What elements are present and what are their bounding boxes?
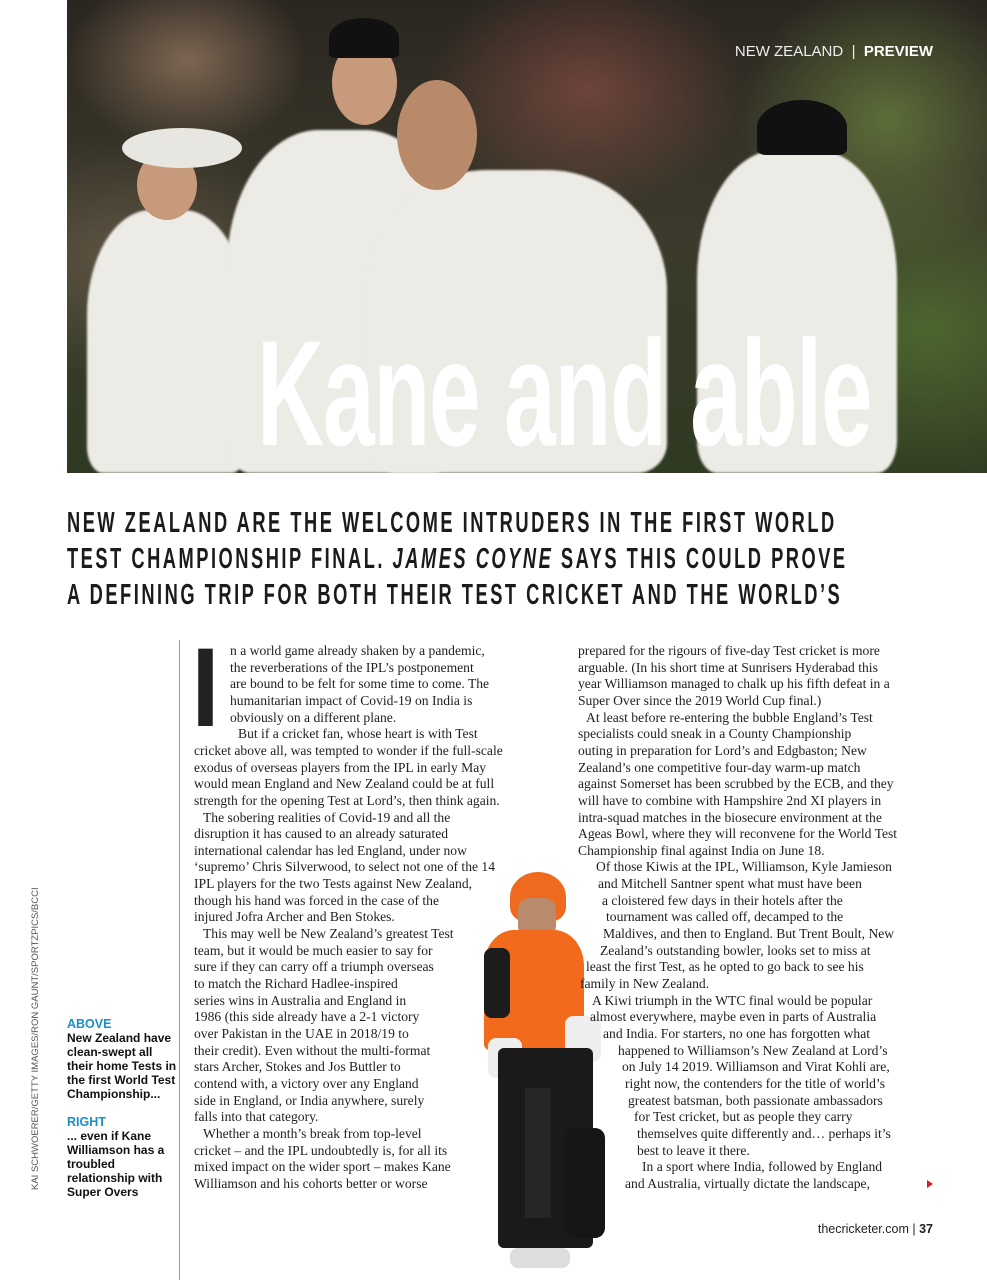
article-line: disruption it has caused to an already saturated: [194, 826, 449, 842]
caption-label: RIGHT: [67, 1115, 106, 1129]
article-line: to match the Richard Hadlee-inspired: [194, 976, 398, 991]
article-line: specialists could sneak in a County Championship: [578, 726, 852, 742]
player-cap: [329, 18, 399, 58]
article-line: Zealand’s outstanding bowler, looks set to miss at: [600, 942, 871, 958]
article-line: a cloistered few days in their hotels after the: [602, 892, 843, 908]
article-line: are bound to be felt for some time to come. The: [230, 676, 490, 692]
article-line: Ageas Bowl, where they will reconvene for the World Test: [578, 826, 898, 842]
article-line: strength for the opening Test at Lord’s, then think again.: [194, 792, 500, 808]
article-line: happened to Williamson’s New Zealand at Lord’s: [618, 1042, 888, 1058]
article-line: though his hand was forced in the case of the: [194, 892, 439, 908]
article-line: best to leave it there.: [637, 1142, 750, 1158]
article-line: international calendar has led England, under now: [194, 842, 467, 858]
captions: [67, 1017, 179, 1213]
pads: [565, 1128, 605, 1238]
article-line: stars Archer, Stokes and Jos Buttler to: [194, 1059, 401, 1075]
article-line: and Australia, virtually dictate the landscape,: [625, 1175, 870, 1191]
standfirst-text: TEST CHAMPIONSHIP FINAL.: [67, 543, 393, 575]
article-line: series wins in Australia and England in: [194, 992, 407, 1008]
page-footer: [818, 1222, 933, 1236]
article-line: side in England, or India anywhere, surely: [194, 1092, 425, 1108]
article-line: cricket above all, was tempted to wonder if the full-scale: [194, 742, 503, 758]
photo-credit: KAI SCHWOERER/GETTY IMAGES/RON GAUNT/SPORTZPICS/BCCI: [30, 887, 41, 1190]
article-line: contend with, a victory over any England: [194, 1075, 419, 1091]
article-line: for Test cricket, but as people they carry: [634, 1109, 853, 1125]
caption-text: ... even if Kane Williamson has a troubled relationship with Super Overs: [67, 1129, 165, 1199]
article-line: arguable. (In his short time at Sunrisers Hyderabad this: [578, 659, 878, 675]
article-line: almost everywhere, maybe even in parts of Australia: [590, 1009, 877, 1025]
author-name: JAMES COYNE: [392, 543, 554, 575]
column-divider: [179, 640, 180, 1280]
article-line: In a sport where India, followed by England: [642, 1159, 883, 1175]
article-line: Whether a month’s break from top-level: [203, 1125, 422, 1141]
article-line: themselves quite differently and… perhaps it’s: [637, 1125, 891, 1141]
article-line: right now, the contenders for the title of world’s: [625, 1075, 885, 1091]
article-line: injured Jofra Archer and Ben Stokes.: [194, 909, 395, 925]
article-line: falls into that category.: [194, 1109, 319, 1125]
article-line: outing in preparation for Lord’s and Edgbaston; New: [578, 742, 867, 758]
article-line: team, but it would be much easier to say for: [194, 942, 433, 958]
section-name: NEW ZEALAND: [734, 43, 844, 60]
article-line: sure if they can carry off a triumph overseas: [194, 959, 434, 975]
bat: [525, 1088, 551, 1218]
article-line: Zealand’s one competitive four-day warm-up match: [578, 759, 861, 775]
standfirst-line: [67, 541, 848, 577]
standfirst-text: NEW ZEALAND ARE THE WELCOME INTRUDERS IN THE FIRST WORLD: [67, 507, 837, 539]
article-line: n a world game already shaken by a pandemic,: [230, 643, 485, 658]
article-line: Of those Kiwis at the IPL, Williamson, Kyle Jamieson: [596, 859, 892, 875]
umpire-hat: [122, 128, 242, 168]
footer-separator: |: [912, 1222, 916, 1236]
williamson-head: [397, 80, 477, 190]
article-line: their credit). Even without the multi-format: [194, 1042, 431, 1058]
standfirst-line: [67, 505, 848, 541]
article-line: humanitarian impact of Covid-19 on India is: [230, 692, 473, 708]
article-line: ‘supremo’ Chris Silverwood, to select not one of the 14: [194, 859, 496, 875]
hero-photo: [67, 0, 987, 473]
standfirst-text: SAYS THIS COULD PROVE: [553, 543, 848, 575]
article-line: mixed impact on the wider sport – makes Kane: [194, 1159, 451, 1175]
section-category: PREVIEW: [863, 43, 933, 60]
article-line: year Williamson managed to chalk up his fifth defeat in a: [578, 676, 890, 692]
caption-label: ABOVE: [67, 1017, 112, 1031]
article-line: least the first Test, as he opted to go back to see his: [586, 959, 864, 975]
continue-arrow-icon: [927, 1180, 933, 1188]
article-line: obviously on a different plane.: [230, 709, 397, 725]
section-tag: [735, 43, 933, 60]
shoes: [510, 1248, 570, 1268]
article-line: cricket – and the IPL undoubtedly is, for all its: [194, 1142, 448, 1158]
article-line: A Kiwi triumph in the WTC final would be popular: [592, 992, 873, 1008]
article-line: family in New Zealand.: [580, 976, 710, 991]
article-line: Championship final against India on June 18.: [578, 842, 825, 858]
article-line: But if a cricket fan, whose heart is with Test: [238, 726, 478, 742]
footer-site: thecricketer.com: [817, 1222, 909, 1236]
umpire-figure: [87, 210, 247, 473]
article-line: and Mitchell Santner spent what must have been: [598, 876, 862, 892]
article-line: The sobering realities of Covid-19 and all the: [203, 809, 451, 825]
shirt-sleeve: [484, 948, 510, 1018]
article-line: the reverberations of the IPL’s postponement: [230, 659, 474, 675]
article-line: intra-squad matches in the biosecure environment at the: [578, 809, 882, 825]
article-line: Maldives, and then to England. But Trent Boult, New: [603, 926, 895, 942]
standfirst: [67, 505, 987, 613]
caption-text: New Zealand have clean-swept all their home Tests in the first World Test Championship...: [67, 1031, 177, 1101]
article-line: prepared for the rigours of five-day Test cricket is more: [578, 643, 880, 658]
article-line: 1986 (this side already have a 2-1 victory: [194, 1009, 420, 1025]
article-line: This may well be New Zealand’s greatest Test: [203, 926, 454, 942]
standfirst-line: [67, 577, 848, 613]
article-line: Super Over since the 2019 World Cup final.): [578, 692, 822, 708]
headline: Kane and able: [257, 309, 872, 473]
page-number: 37: [919, 1222, 933, 1236]
article-line: against Somerset has been scrubbed by the ECB, and they: [578, 776, 894, 792]
article-line: exodus of overseas players from the IPL in early May: [194, 759, 487, 775]
article-line: IPL players for the two Tests against New Zealand,: [194, 876, 473, 892]
section-separator: |: [851, 43, 856, 60]
article-line: Williamson and his cohorts better or worse: [194, 1175, 428, 1191]
article-line: At least before re-entering the bubble England’s Test: [586, 709, 873, 725]
article-line: will have to combine with Hampshire 2nd XI players in: [578, 792, 882, 808]
article-line: would mean England and New Zealand could be at full: [194, 776, 495, 792]
standfirst-text: A DEFINING TRIP FOR BOTH THEIR TEST CRICKET AND THE WORLD’S: [67, 579, 843, 611]
article-line: tournament was called off, decamped to the: [606, 909, 844, 925]
article-line: and India. For starters, no one has forgotten what: [603, 1025, 871, 1041]
article-line: greatest batsman, both passionate ambassadors: [628, 1092, 883, 1108]
latham-cap: [757, 100, 847, 155]
article-line: over Pakistan in the UAE in 2018/19 to: [194, 1025, 409, 1041]
drop-cap: I: [191, 625, 220, 750]
article-line: on July 14 2019. Williamson and Virat Kohli are,: [622, 1059, 890, 1075]
